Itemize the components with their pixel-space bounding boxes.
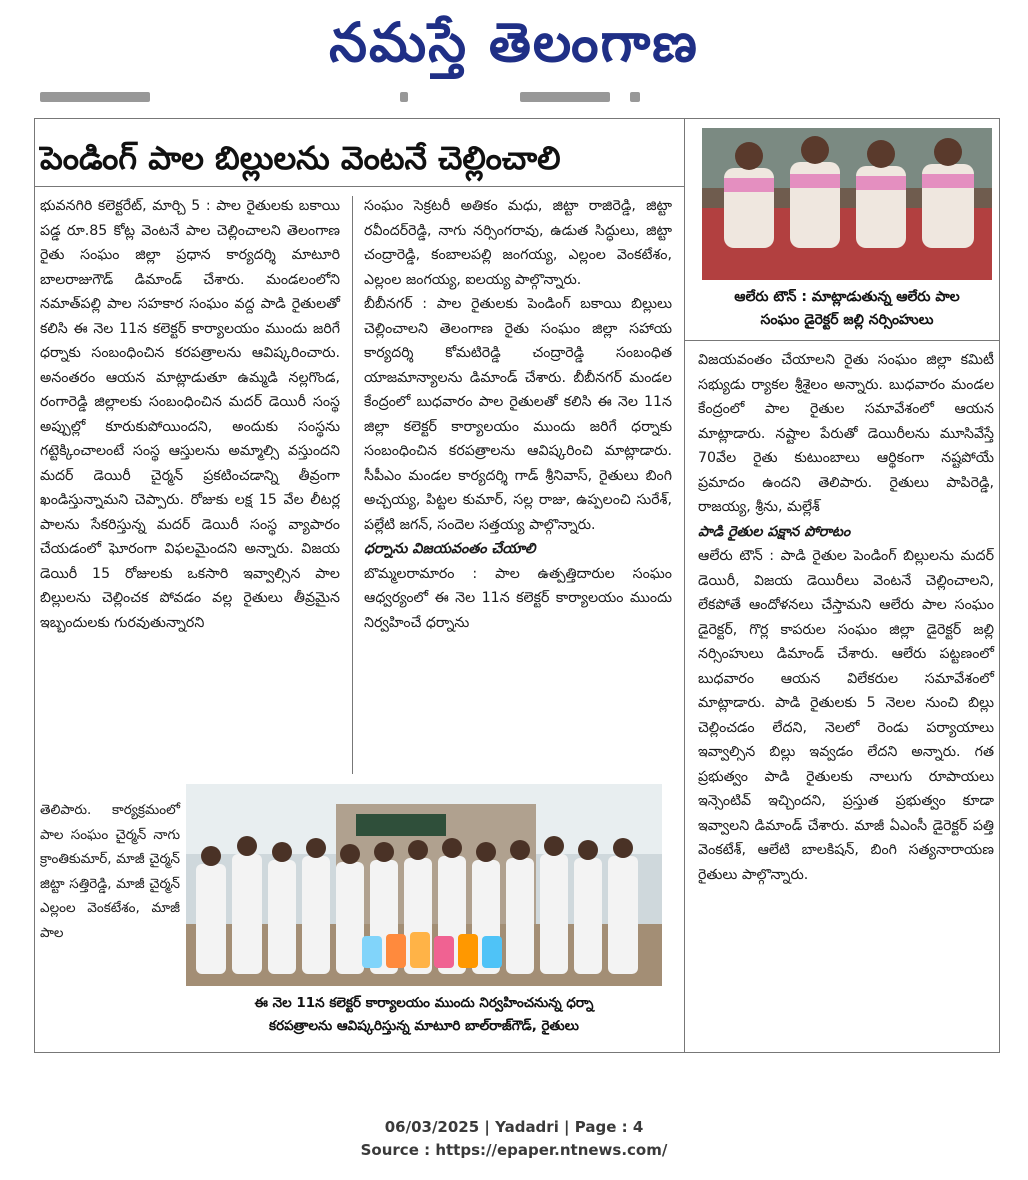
bottom-rule bbox=[34, 1052, 1000, 1053]
headline: పెండింగ్ పాల బిల్లులను వెంటనే చెల్లించాలి bbox=[40, 139, 561, 177]
column-3-text: విజయవంతం చేయాలని రైతు సంఘం జిల్లా కమిటీ సభ్యుడు ర్యాకల శ్రీశైలం అన్నారు. బుధవారం మండల కేంద్రంలో పాల రైతుల సమావేశంలో ఆయన మాట్లాడారు. నష్టాల పేరుతో డెయిరీలను మూసివేస్తే 70వేల రైతు కుటుంబాలు ఆర్థికంగా నష్టపోయే ప్రమాదం ఉందని తెలిపారు. రైతులు పాపిరెడ్డి, రాజయ్య, శ్రీను, మల్లేశ్ bbox=[698, 352, 994, 515]
caption-divider bbox=[684, 340, 1000, 341]
newspaper-masthead: నమస్తే తెలంగాణ bbox=[329, 11, 699, 74]
footer-source: Source : https://epaper.ntnews.com/ bbox=[360, 1141, 668, 1159]
column-rule-2 bbox=[684, 118, 685, 1053]
column-2-text-c: బొమ్మలరామారం : పాల ఉత్పత్తిదారుల సంఘం ఆధ్వర్యంలో ఈ నెల 11న కలెక్టర్ కార్యాలయం ముందు నిర్వహించే ధర్నాను bbox=[364, 565, 672, 631]
footer-meta: 06/03/2025 | Yadadri | Page : 4 bbox=[384, 1118, 644, 1136]
news-clipping bbox=[34, 118, 1000, 1053]
farmers-caption-line-1: ఈ నెల 11న కలెక్టర్ కార్యాలయం ముందు నిర్వహించనున్న ధర్నా bbox=[254, 995, 594, 1011]
speaker-photo bbox=[702, 128, 992, 280]
column-2-subhead: ధర్నాను విజయవంతం చేయాలి bbox=[364, 541, 536, 557]
top-rule bbox=[34, 118, 1000, 119]
column-3-subhead: పాడి రైతుల పక్షాన పోరాటం bbox=[698, 523, 851, 540]
speaker-caption-line-1: ఆలేరు టౌన్ : మాట్లాడుతున్న ఆలేరు పాల bbox=[734, 289, 960, 305]
headline-underline bbox=[34, 186, 684, 187]
article-column-1 bbox=[40, 194, 340, 635]
column-3-text-b: ఆలేరు టౌన్ : పాడి రైతుల పెండింగ్ బిల్లులను మదర్ డెయిరీ, విజయ డెయిరీలు వెంటనే చెల్లించాలని, లేకపోతే ఆందోళనలు చేస్తామని ఆలేరు పాల సంఘం డైరెక్టర్, గొర్ల కాపరుల సంఘం జిల్లా డైరెక్టర్ జల్లి నర్సింహులు డిమాండ్ చేశారు. ఆలేరు పట్టణంలో బుధవారం ఆయన విలేకరుల సమావేశంలో మాట్లాడారు. పాడి రైతులకు 5 నెలల నుంచి బిల్లు చెల్లించడం లేదని, నెలలో రెండు పర్యాయాలు ఇవ్వాల్సిన బిల్లు ఇవ్వడం లేదని అన్నారు. గత ప్రభుత్వం పాడి రైతులకు నాలుగు రూపాయలు ఇన్సెంటివ్ ఇచ్చిందని, ప్రస్తుత ప్రభుత్వం కూడా ఇవ్వాలని డిమాండ్ చేశారు. మాజీ ఏఎంసీ డైరెక్టర్ పత్తి వెంకటేశ్, ఆలేటి బాలకిషన్, బింగి సత్యనారాయణ రైతులు పాల్గొన్నారు. bbox=[698, 548, 994, 883]
speaker-caption-line-2: సంఘం డైరెక్టర్ జల్లి నర్సింహులు bbox=[760, 312, 934, 328]
article-column-1-tail bbox=[40, 798, 180, 945]
farmers-photo-caption bbox=[186, 992, 662, 1038]
article-column-2 bbox=[364, 194, 672, 635]
farmers-caption-line-2: కరపత్రాలను ఆవిష్కరిస్తున్న మాటూరి బాల్‌రాజ్‌గౌడ్, రైతులు bbox=[269, 1018, 579, 1034]
speaker-photo-caption bbox=[694, 286, 1000, 332]
column-2-text: సంఘం సెక్రటరీ అతికం మధు, జిట్టా రాజిరెడ్డి, జిట్టా రవీందర్‌రెడ్డి, నాగు నర్సింగరావు, ఉడుత సిద్ధులు, జిట్టా చంద్రారెడ్డి, కంబాలపల్లి జంగయ్య, ఎల్లంల వెంకటేశం, ఎల్లంల జంగయ్య, ఐలయ్య పాల్గొన్నారు. bbox=[364, 198, 672, 288]
left-rule bbox=[34, 118, 35, 1053]
column-2-text-b: బీబీనగర్ : పాల రైతులకు పెండింగ్ బకాయి బిల్లులు చెల్లించాలని తెలంగాణ రైతు సంఘం జిల్లా సహాయ కార్యదర్శి కోమటిరెడ్డి చంద్రారెడ్డి సంబంధిత యాజమాన్యాలను డిమాండ్ చేశారు. బీబీనగర్ మండల కేంద్రంలో బుధవారం పాల రైతులతో కలిసి ఈ నెల 11న జిల్లా కలెక్టర్ కార్యాలయం ముందు జరిగే ధర్నాకు సంబంధించిన కరపత్రాలను ఆవిష్కరించి మాట్లాడారు. సీపీఎం మండల కార్యదర్శి గాడ్ శ్రీనివాస్, రైతులు బింగి అచ్చయ్య, పిట్టల కుమార్, సల్ల రాజు, ఉప్పలంచి సురేశ్, పల్లేటి జగన్, సందెల సత్తయ్య పాల్గొన్నారు. bbox=[364, 296, 672, 533]
column-1-text: భువనగిరి కలెక్టరేట్, మార్చి 5 : పాల రైతులకు బకాయి పడ్డ రూ.85 కోట్ల వెంటనే పాల చెల్లించాలని తెలంగాణ రైతు సంఘం జిల్లా ప్రధాన కార్యదర్శి మాటూరి బాలరాజుగౌడ్ డిమాండ్ చేశారు. మండలంలోని నమాత్‌పల్లి పాల సహకార సంఘం వద్ద పాడి రైతులతో కలిసి ఈ నెల 11న కలెక్టర్ కార్యాలయం ముందు జరిగే ధర్నాకు సంబంధించిన కరపత్రాలను ఆవిష్కరించారు. అనంతరం ఆయన మాట్లాడుతూ ఉమ్మడి నల్లగొండ, రంగారెడ్డి జిల్లాలకు సంబంధించిన మదర్ డెయిరీ సంస్థ అప్పుల్లో కూరుకుపోయిందని, అందుకు సంస్థను గట్టెక్కించాలంటే సంస్థ ఆస్తులను అమ్మాల్సి వస్తుందని మదర్ డెయిరీ చైర్మన్ ప్రకటించడాన్ని తీవ్రంగా ఖండిస్తున్నామని చెప్పారు. రోజుకు లక్ష 15 వేల లీటర్ల పాలను సేకరిస్తున్న మదర్ డెయిరీ సంస్థ వ్యాపారం చేయడంలో ఘోరంగా విఫలమైందని అన్నారు. విజయ డెయిరీ 15 రోజులకు ఒకసారి ఇవ్వాల్సిన పాల బిల్లులను చెల్లించక పోవడం వల్ల రైతులు తీవ్రమైన ఇబ్బందులకు గురవుతున్నారని bbox=[40, 198, 340, 631]
farmers-protest-photo bbox=[186, 784, 662, 986]
column-rule-1 bbox=[352, 196, 353, 774]
article-column-3 bbox=[698, 348, 994, 887]
cropped-text-fragment bbox=[40, 92, 988, 104]
right-rule bbox=[999, 118, 1000, 1053]
column-1-tail-text: తెలిపారు. కార్యక్రమంలో పాల సంఘం చైర్మన్ నాగు క్రాంతికుమార్, మాజీ చైర్మన్ జిట్టా సత్తిరెడ్డి, మాజీ చైర్మన్ ఎల్లంల వెంకటేశం, మాజీ పాల bbox=[40, 802, 180, 941]
